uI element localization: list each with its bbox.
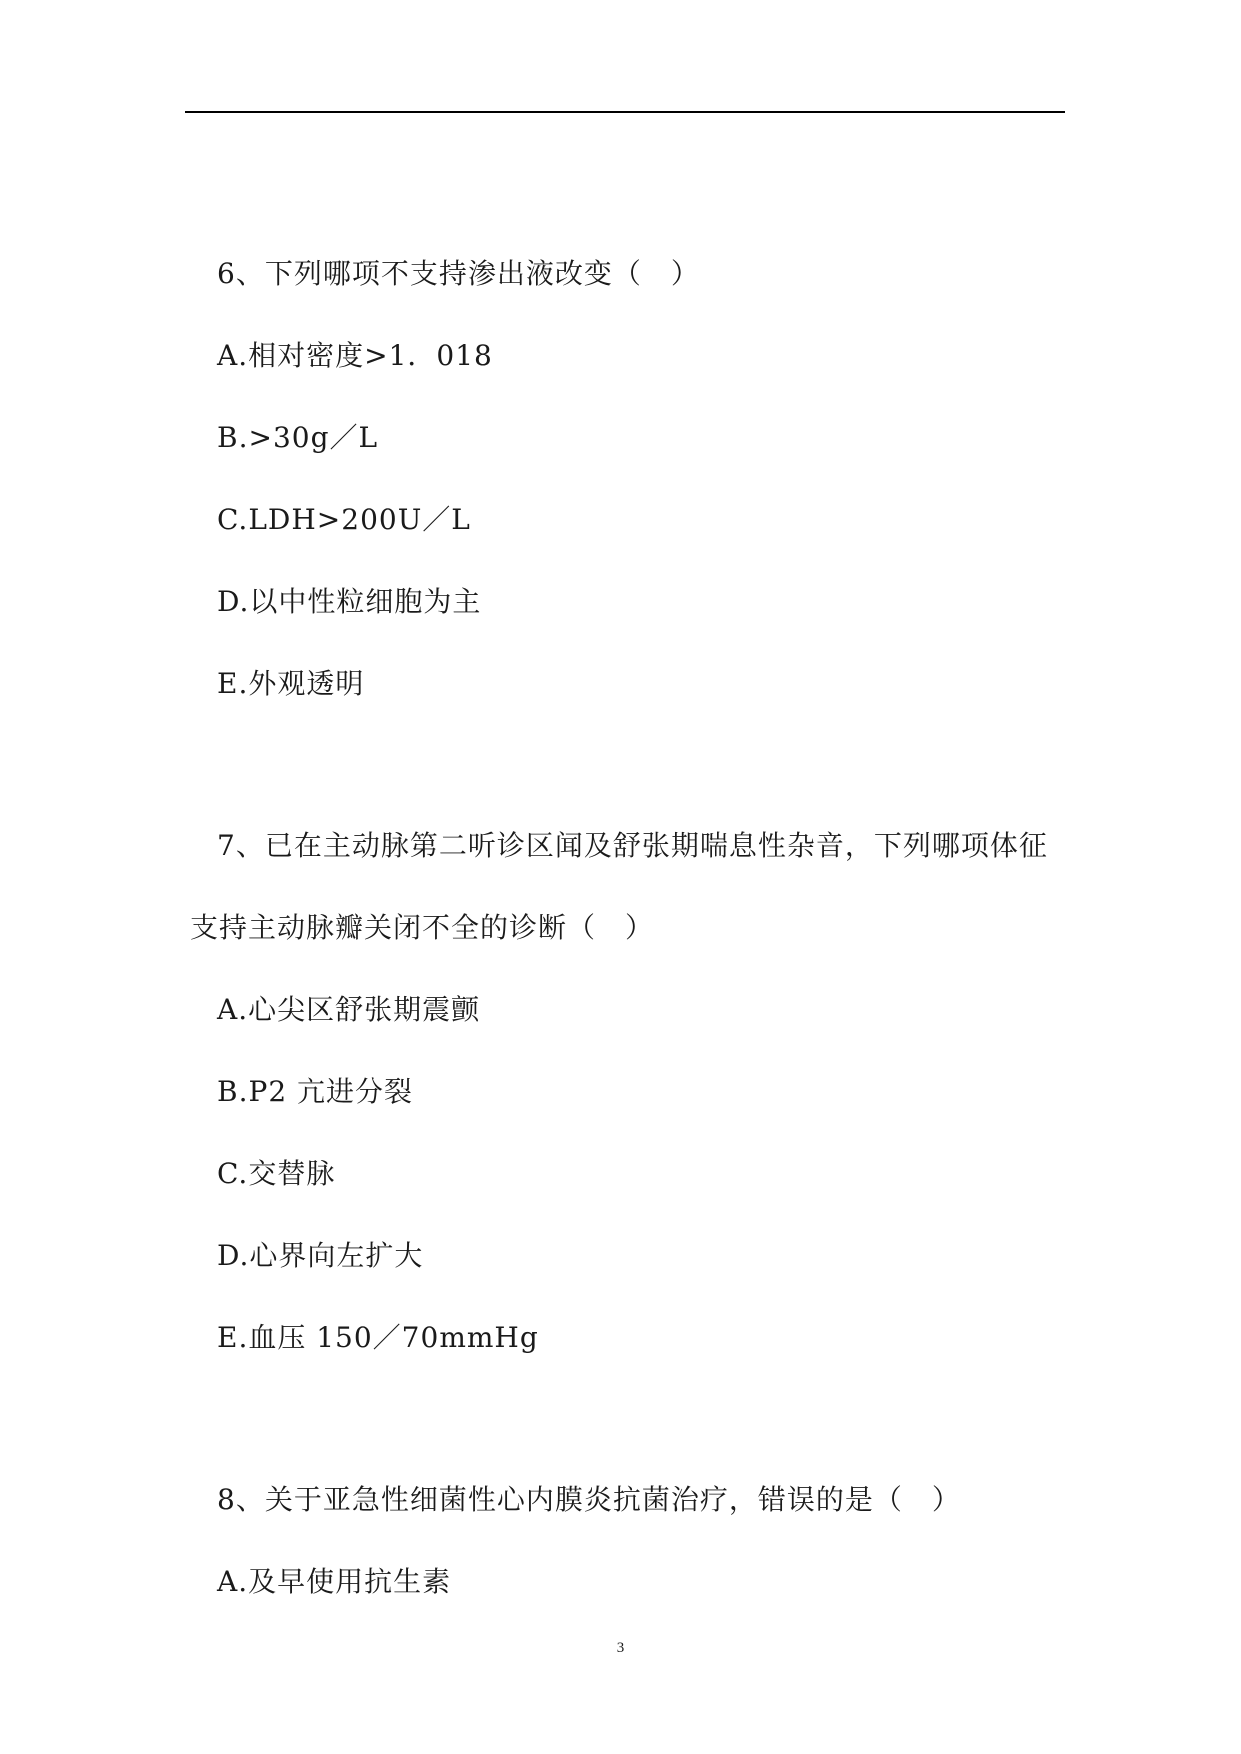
question-8-option-a: A.及早使用抗生素	[217, 1565, 452, 1598]
question-7-option-c: C.交替脉	[217, 1157, 336, 1190]
question-6-option-a: A.相对密度>1．018	[217, 339, 493, 372]
question-7-stem: 7、已在主动脉第二听诊区闻及舒张期喘息性杂音，下列哪项体征	[217, 829, 1048, 862]
question-7-option-e: E.血压 150／70mmHg	[217, 1321, 539, 1354]
question-6-option-d: D.以中性粒细胞为主	[217, 585, 482, 618]
question-6-stem: 6、下列哪项不支持渗出液改变（ ）	[217, 257, 700, 290]
question-7-option-d: D.心界向左扩大	[217, 1239, 424, 1272]
question-6-option-e: E.外观透明	[217, 667, 365, 700]
question-6-option-b: B.>30g／L	[217, 421, 379, 454]
question-7-option-b: B.P2 亢进分裂	[217, 1075, 414, 1108]
question-7-stem-continued: 支持主动脉瓣关闭不全的诊断（ ）	[190, 911, 655, 944]
question-8-stem: 8、关于亚急性细菌性心内膜炎抗菌治疗，错误的是（ ）	[217, 1483, 961, 1516]
header-rule	[185, 111, 1065, 113]
page-number: 3	[616, 1640, 625, 1656]
question-7-option-a: A.心尖区舒张期震颤	[217, 993, 481, 1026]
question-6-option-c: C.LDH>200U／L	[217, 503, 471, 536]
